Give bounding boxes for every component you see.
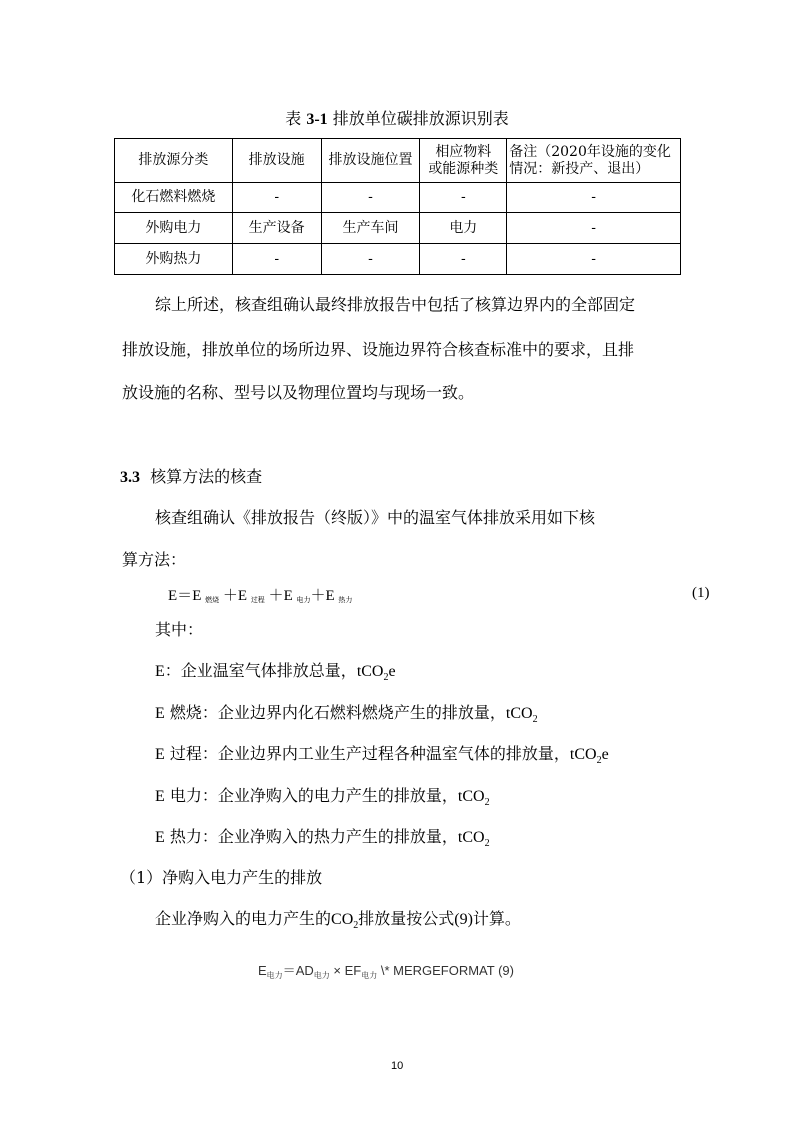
- table-cell: -: [420, 244, 507, 275]
- electricity-sentence: 企业净购入的电力产生的$CO_2$排放量按公式(9)计算。: [155, 909, 521, 932]
- header-cell: 备注（2020年设施的变化 情况：新投产、退出）: [507, 139, 681, 183]
- header-cell: 排放设施位置: [321, 139, 420, 183]
- header-cell: 相应物料 或能源种类: [420, 139, 507, 183]
- table-cell: -: [507, 213, 681, 244]
- conclusion-line-1: 综上所述，核查组确认最终排放报告中包括了核算边界内的全部固定: [155, 295, 636, 314]
- table-header-row: [115, 139, 681, 183]
- table-cell: -: [507, 183, 681, 213]
- table-row: [115, 183, 681, 213]
- table-cell: 外购热力: [115, 244, 233, 275]
- definition-item: E：企业温室气体排放总量，tCO$_2$e: [155, 661, 396, 684]
- table-cell: -: [232, 183, 321, 213]
- formula-electricity-emissions: $E_{电力}=AD_{电力} \times EF_{电力}$ \* MERGEFORMAT (9): [258, 963, 514, 980]
- definition-item: E 热力：企业净购入的热力产生的排放量，tCO$_2$: [155, 827, 490, 850]
- table-cell: 生产车间: [321, 213, 420, 244]
- table-cell: 生产设备: [232, 213, 321, 244]
- table-cell: 化石燃料燃烧: [115, 183, 233, 213]
- table-caption: 表 3-1 排放单位碳排放源识别表: [285, 109, 509, 128]
- intro-line-1: 核查组确认《排放报告（终版）》中的温室气体排放采用如下核: [155, 508, 596, 527]
- table-row: [115, 244, 681, 275]
- definition-item: E 过程：企业边界内工业生产过程各种温室气体的排放量，tCO$_2$e: [155, 744, 609, 767]
- intro-line-2: 算方法：: [122, 550, 187, 569]
- definition-item: E 燃烧：企业边界内化石燃料燃烧产生的排放量，tCO$_2$: [155, 703, 538, 726]
- header-cell: 排放源分类: [115, 139, 233, 183]
- table-cell: 电力: [420, 213, 507, 244]
- formula-number: (1): [692, 585, 710, 601]
- subsection-heading: （1）净购入电力产生的排放: [120, 868, 323, 887]
- header-cell: 排放设施: [232, 139, 321, 183]
- table-cell: 外购电力: [115, 213, 233, 244]
- where-label: 其中：: [155, 620, 204, 639]
- table-cell: -: [321, 183, 420, 213]
- conclusion-line-3: 放设施的名称、型号以及物理位置均与现场一致。: [122, 383, 475, 402]
- table-row: [115, 213, 681, 244]
- formula-total-emissions: E＝E $_{燃烧}$ ＋E $_{过程}$ ＋E $_{电力}$＋E $_{热力}$: [168, 588, 353, 604]
- page-number: 10: [391, 1060, 404, 1072]
- table-cell: -: [420, 183, 507, 213]
- table-cell: -: [321, 244, 420, 275]
- emission-source-table: [114, 138, 681, 275]
- section-heading: 3.3 核算方法的核查: [120, 467, 263, 486]
- definition-item: E 电力：企业净购入的电力产生的排放量，tCO$_2$: [155, 786, 490, 809]
- table-cell: -: [507, 244, 681, 275]
- conclusion-line-2: 排放设施，排放单位的场所边界、设施边界符合核查标准中的要求，且排: [122, 340, 635, 359]
- table-cell: -: [232, 244, 321, 275]
